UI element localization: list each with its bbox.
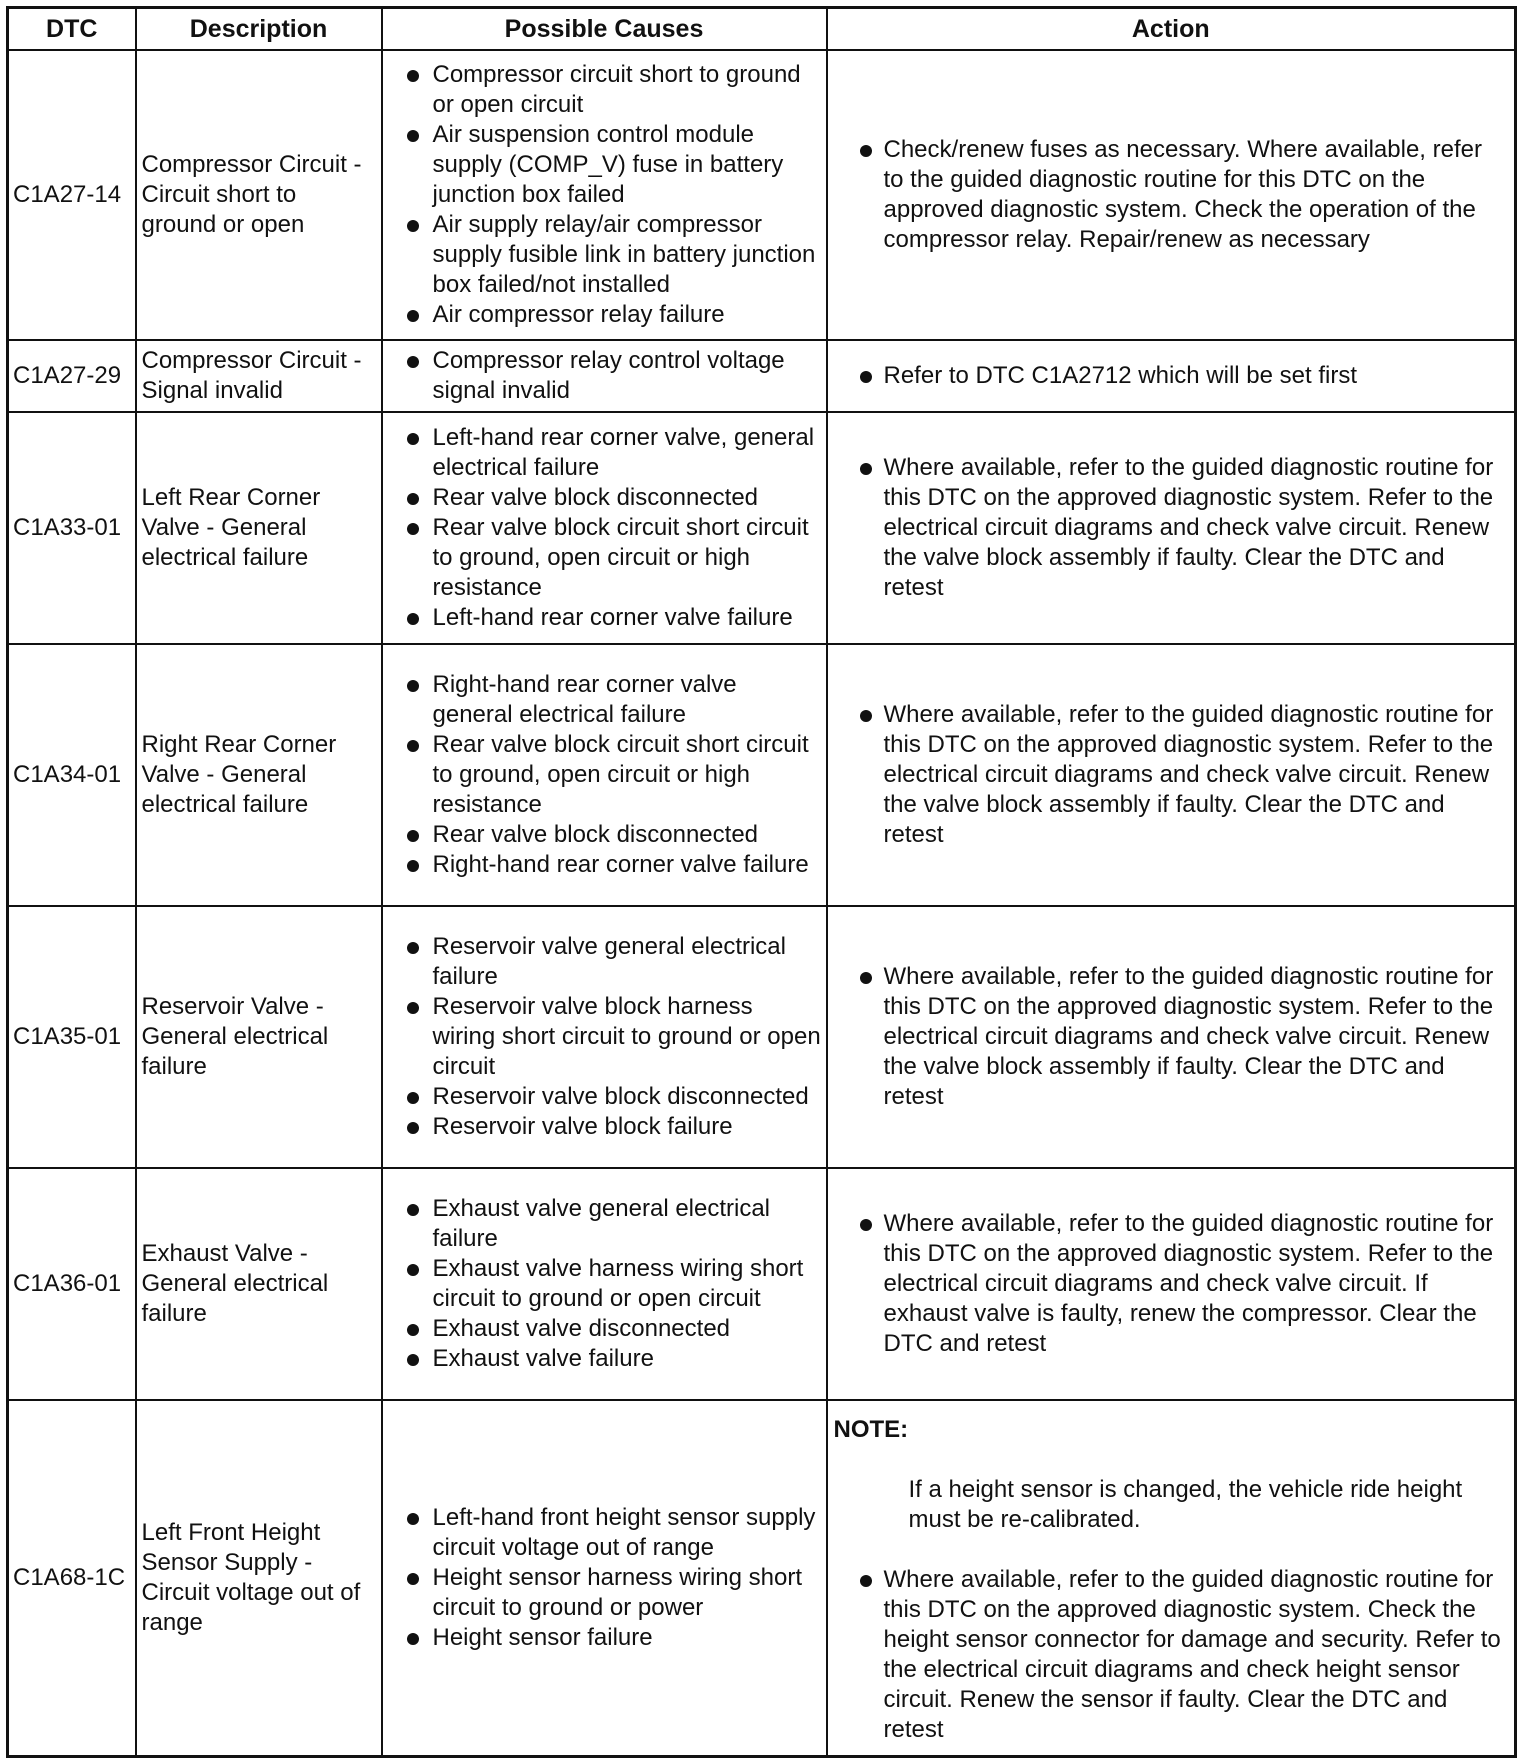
dtc-code: C1A27-29 — [8, 340, 136, 412]
cause-item: Rear valve block disconnected — [383, 483, 822, 513]
cause-item: Rear valve block circuit short circuit to ground, open circuit or high resistance — [383, 513, 822, 603]
action-cell — [827, 906, 1516, 1168]
possible-causes — [382, 340, 827, 412]
action-item: Where available, refer to the guided diagnostic routine for this DTC on the approved diagnostic system. Refer to the electrical circuit diagrams and check valve circuit. Renew the valve block assembly if faulty. Clear the DTC and retest — [834, 962, 1507, 1112]
cause-item: Exhaust valve general electrical failure — [383, 1194, 822, 1254]
dtc-code: C1A36-01 — [8, 1168, 136, 1400]
table-row — [8, 340, 1516, 412]
cause-item: Reservoir valve block disconnected — [383, 1082, 822, 1112]
action-cell — [827, 340, 1516, 412]
dtc-description: Compressor Circuit - Circuit short to ground or open — [136, 50, 382, 340]
action-cell — [827, 1168, 1516, 1400]
header-description: Description — [136, 8, 382, 51]
cause-item: Left-hand rear corner valve, general electrical failure — [383, 423, 822, 483]
dtc-description: Compressor Circuit - Signal invalid — [136, 340, 382, 412]
action-cell — [827, 412, 1516, 644]
action-item: Where available, refer to the guided diagnostic routine for this DTC on the approved diagnostic system. Check the height sensor connector for damage and security. Refer to the electrical circuit diagrams and check height sensor circuit. Renew the sensor if faulty. Clear the DTC and retest — [834, 1565, 1507, 1745]
possible-causes — [382, 644, 827, 906]
cause-item: Compressor relay control voltage signal invalid — [383, 346, 822, 406]
dtc-description: Right Rear Corner Valve - General electrical failure — [136, 644, 382, 906]
cause-item: Exhaust valve harness wiring short circuit to ground or open circuit — [383, 1254, 822, 1314]
dtc-table — [6, 6, 1517, 1758]
table-row — [8, 1168, 1516, 1400]
action-cell — [827, 50, 1516, 340]
cause-item: Air supply relay/air compressor supply fusible link in battery junction box failed/not installed — [383, 210, 822, 300]
header-dtc: DTC — [8, 8, 136, 51]
cause-item: Right-hand rear corner valve failure — [383, 850, 822, 880]
action-item: Where available, refer to the guided diagnostic routine for this DTC on the approved diagnostic system. Refer to the electrical circuit diagrams and check valve circuit. If exhaust valve is faulty, renew the compressor. Clear the DTC and retest — [834, 1209, 1507, 1359]
dtc-code: C1A34-01 — [8, 644, 136, 906]
note-text: If a height sensor is changed, the vehicle ride height must be re-calibrated. — [908, 1476, 1463, 1533]
action-cell — [827, 1400, 1516, 1757]
note-label: NOTE: — [833, 1416, 909, 1443]
table-row — [8, 906, 1516, 1168]
cause-item: Exhaust valve disconnected — [383, 1314, 822, 1344]
cause-item: Air compressor relay failure — [383, 300, 822, 330]
cause-item: Air suspension control module supply (COMP_V) fuse in battery junction box failed — [383, 120, 822, 210]
action-cell — [827, 644, 1516, 906]
possible-causes — [382, 1168, 827, 1400]
dtc-code: C1A33-01 — [8, 412, 136, 644]
possible-causes — [382, 412, 827, 644]
cause-item: Left-hand front height sensor supply circuit voltage out of range — [383, 1503, 822, 1563]
header-action: Action — [827, 8, 1516, 51]
cause-item: Reservoir valve general electrical failure — [383, 932, 822, 992]
cause-item: Reservoir valve block harness wiring short circuit to ground or open circuit — [383, 992, 822, 1082]
possible-causes — [382, 906, 827, 1168]
dtc-description: Left Front Height Sensor Supply - Circuit voltage out of range — [136, 1400, 382, 1757]
cause-item: Rear valve block circuit short circuit to ground, open circuit or high resistance — [383, 730, 822, 820]
table-row — [8, 412, 1516, 644]
action-item: Check/renew fuses as necessary. Where available, refer to the guided diagnostic routine for this DTC on the approved diagnostic system. Check the operation of the compressor relay. Repair/renew as necessary — [834, 135, 1507, 255]
cause-item: Reservoir valve block failure — [383, 1112, 822, 1142]
cause-item: Compressor circuit short to ground or open circuit — [383, 60, 822, 120]
table-row — [8, 644, 1516, 906]
table-row — [8, 50, 1516, 340]
dtc-description: Reservoir Valve - General electrical failure — [136, 906, 382, 1168]
possible-causes — [382, 1400, 827, 1757]
cause-item: Height sensor failure — [383, 1623, 822, 1653]
dtc-description: Left Rear Corner Valve - General electrical failure — [136, 412, 382, 644]
dtc-code: C1A35-01 — [8, 906, 136, 1168]
action-item: Where available, refer to the guided diagnostic routine for this DTC on the approved diagnostic system. Refer to the electrical circuit diagrams and check valve circuit. Renew the valve block assembly if faulty. Clear the DTC and retest — [834, 700, 1507, 850]
header-causes: Possible Causes — [382, 8, 827, 51]
possible-causes — [382, 50, 827, 340]
cause-item: Right-hand rear corner valve general electrical failure — [383, 670, 822, 730]
cause-item: Height sensor harness wiring short circuit to ground or power — [383, 1563, 822, 1623]
cause-item: Exhaust valve failure — [383, 1344, 822, 1374]
cause-item: Left-hand rear corner valve failure — [383, 603, 822, 633]
table-row — [8, 1400, 1516, 1757]
dtc-description: Exhaust Valve - General electrical failure — [136, 1168, 382, 1400]
action-item: Where available, refer to the guided diagnostic routine for this DTC on the approved diagnostic system. Refer to the electrical circuit diagrams and check valve circuit. Renew the valve block assembly if faulty. Clear the DTC and retest — [834, 453, 1507, 603]
dtc-code: C1A27-14 — [8, 50, 136, 340]
action-item: Refer to DTC C1A2712 which will be set first — [834, 361, 1507, 391]
dtc-code: C1A68-1C — [8, 1400, 136, 1757]
cause-item: Rear valve block disconnected — [383, 820, 822, 850]
header-row — [8, 8, 1516, 51]
